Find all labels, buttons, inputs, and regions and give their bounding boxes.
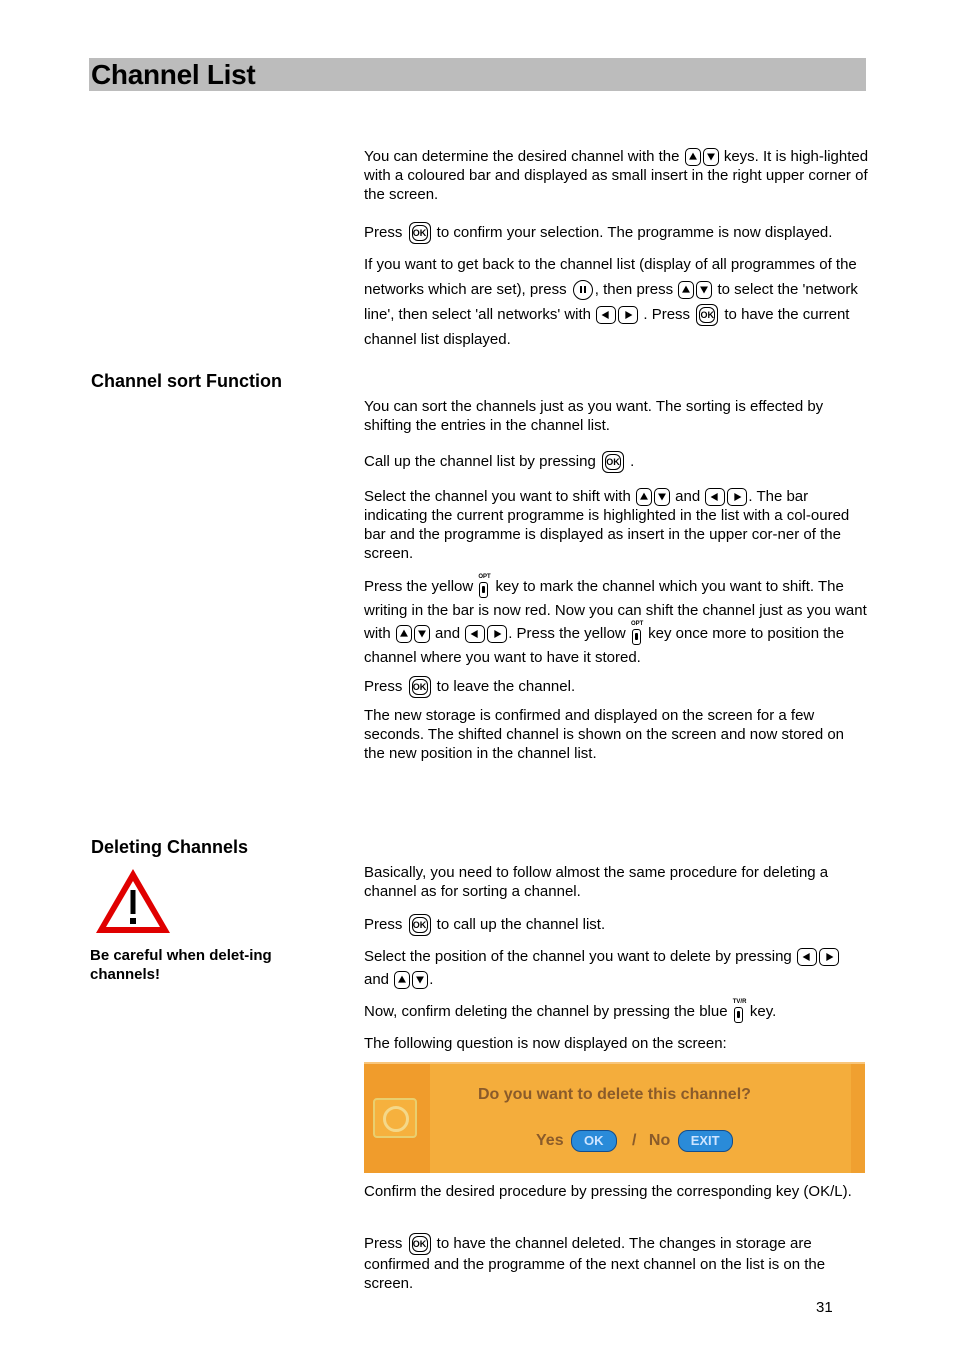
delete-paragraph-1: Basically, you need to follow almost the same procedure for deleting a channel as for sorting a channel. (364, 864, 829, 900)
ok-key-icon: OK (409, 676, 431, 698)
delete-paragraph-4: Now, confirm deleting the channel by pressing the blue TV/R key. (364, 999, 869, 1025)
ok-key-icon: OK (409, 222, 431, 244)
ok-key-icon: OK (602, 451, 624, 473)
intro-paragraph-3: If you want to get back to the channel list (display of all programmes of the networks which are set), press , then press to select the 'network line', then select 'all networks' with . Press OK to have the current channel list displayed. (364, 256, 858, 348)
section-heading-delete: Deleting Channels (91, 837, 249, 857)
delete-paragraph-5: The following question is now displayed on the screen: (364, 1035, 727, 1052)
dialog-question: Do you want to delete this channel? (478, 1086, 751, 1103)
left-key-icon (797, 948, 817, 966)
down-key-icon (412, 971, 428, 989)
page-number: 31 (816, 1299, 833, 1316)
warning-note: Be careful when delet-ing channels! (90, 947, 272, 983)
sort-paragraph-5: Press OK to leave the channel. (364, 676, 869, 698)
left-key-icon (596, 306, 616, 324)
no-label: No (648, 1132, 671, 1150)
right-key-icon (727, 488, 747, 506)
sort-paragraph-1: You can sort the channels just as you want. The sorting is effected by shifting the entries in the channel list. (364, 398, 824, 434)
down-key-icon (654, 488, 670, 506)
yellow-key-icon: OPT (632, 621, 642, 647)
intro-paragraph-1: You can determine the desired channel with the keys. It is high-lighted with a coloured bar and displayed as small insert in the right upper corner of the screen. (364, 148, 869, 204)
page-title: Channel List (91, 59, 256, 90)
sort-paragraph-6: The new storage is confirmed and displayed on the screen for a few seconds. The shifted channel is shown on the screen and now stored on the new position in the channel list. (364, 707, 845, 762)
intro-paragraph-2: Press OK to confirm your selection. The programme is now displayed. (364, 222, 869, 244)
page-title-bar (89, 58, 866, 91)
delete-paragraph-2: Press OK to call up the channel list. (364, 914, 869, 936)
exit-button[interactable]: EXIT (678, 1130, 733, 1152)
yellow-key-icon: OPT (479, 574, 489, 600)
down-key-icon (696, 281, 712, 299)
right-key-icon (487, 625, 507, 643)
up-key-icon (396, 625, 412, 643)
sort-paragraph-3: Select the channel you want to shift with and . The bar indicating the current programme is highlighted in the list with a col-oured bar and the programme is displayed as insert in the upper cor-ner of the screen. (364, 488, 850, 563)
section-heading-sort: Channel sort Function (91, 371, 282, 391)
sort-paragraph-2: Call up the channel list by pressing OK . (364, 451, 869, 473)
ok-key-icon: OK (409, 914, 431, 936)
pause-key-icon (573, 280, 593, 300)
sort-paragraph-4: Press the yellow OPT key to mark the channel which you want to shift. The writing in the bar is now red. Now you can shift the channel just as you want with and . Press the yellow OPT key once more to position the channel where you want to have it stored. (364, 574, 867, 666)
ok-key-icon: OK (409, 1233, 431, 1255)
right-key-icon (819, 948, 839, 966)
ok-button[interactable]: OK (571, 1130, 617, 1152)
dialog-side-panel (364, 1064, 430, 1173)
left-key-icon (705, 488, 725, 506)
delete-paragraph-6: Confirm the desired procedure by pressing the corresponding key (OK/L). (364, 1183, 852, 1200)
up-key-icon (685, 148, 701, 166)
delete-confirmation-dialog (364, 1062, 865, 1173)
up-key-icon (394, 971, 410, 989)
blue-key-icon: TV/R (734, 999, 744, 1025)
up-key-icon (678, 281, 694, 299)
search-icon (373, 1098, 417, 1138)
up-key-icon (636, 488, 652, 506)
dialog-answers (536, 1130, 736, 1152)
left-key-icon (465, 625, 485, 643)
down-key-icon (414, 625, 430, 643)
down-key-icon (703, 148, 719, 166)
separator: / (632, 1132, 637, 1150)
ok-key-icon: OK (696, 304, 718, 326)
delete-paragraph-7: Press OK to have the channel deleted. The changes in storage are confirmed and the programme of the next channel on the list is on the screen. (364, 1234, 826, 1292)
yes-label: Yes (536, 1132, 564, 1150)
warning-triangle-icon (93, 866, 173, 936)
delete-paragraph-3: Select the position of the channel you want to delete by pressing and . (364, 945, 869, 991)
right-key-icon (618, 306, 638, 324)
